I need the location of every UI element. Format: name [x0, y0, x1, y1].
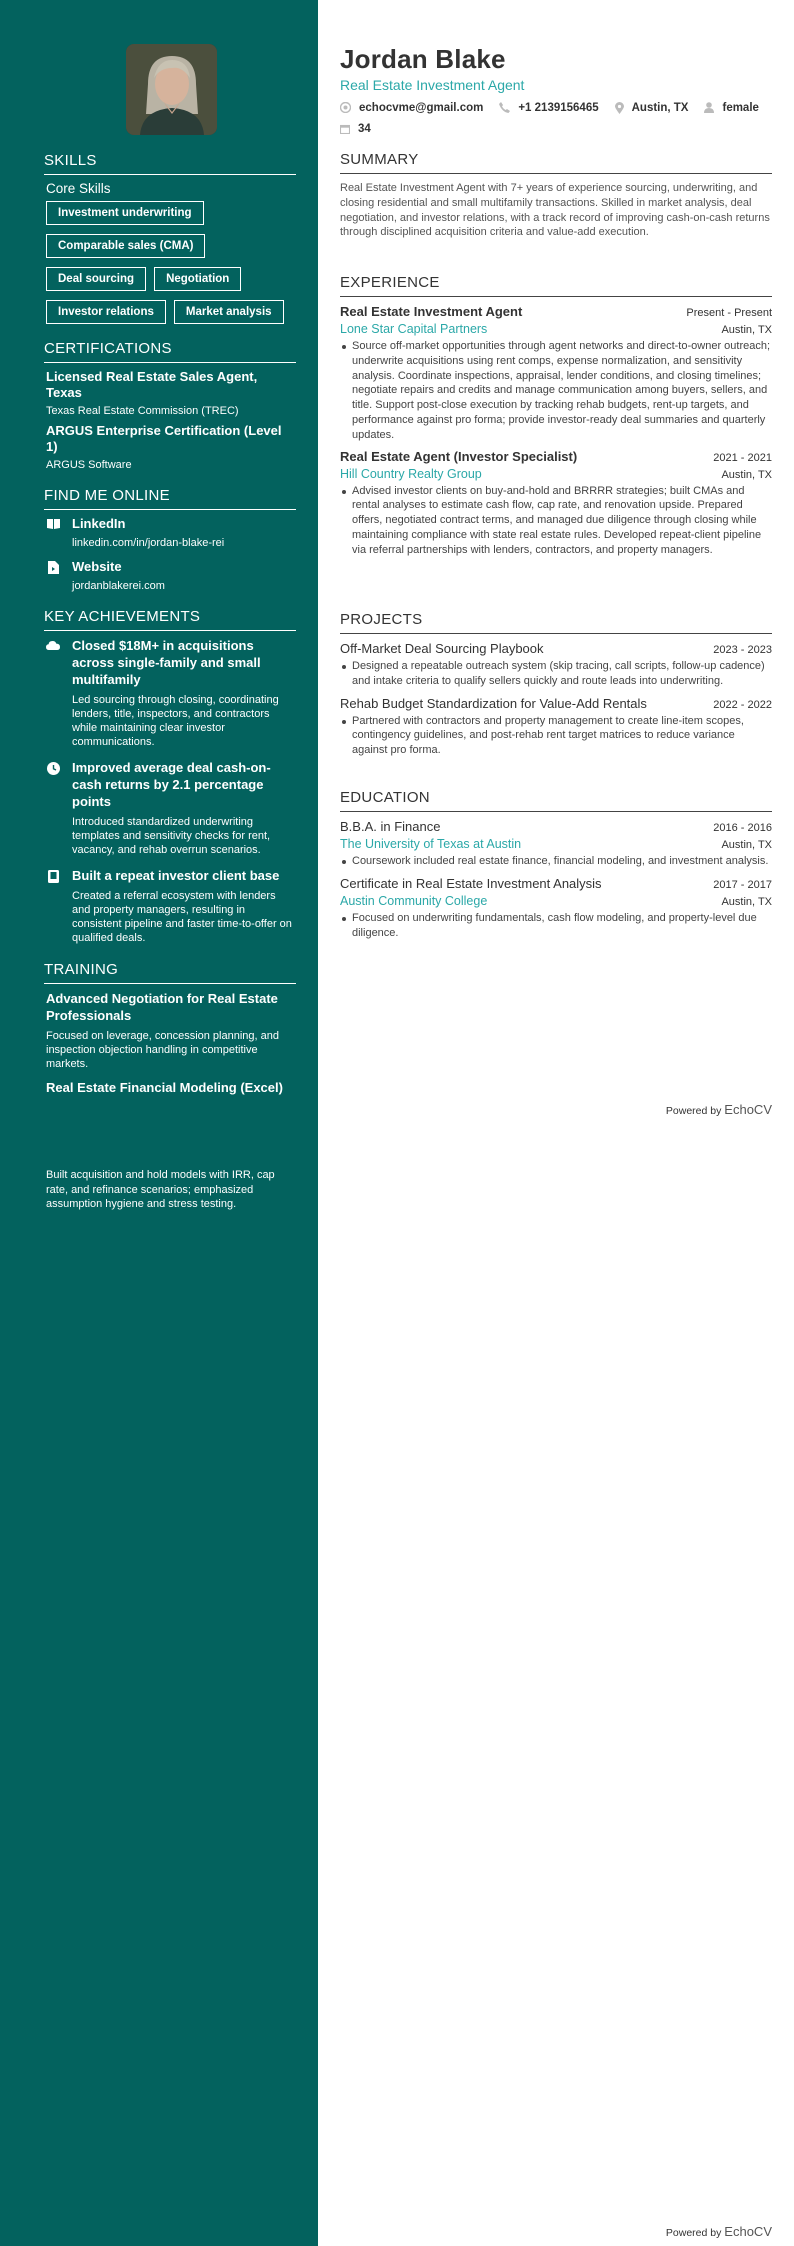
calendar-icon — [340, 124, 350, 134]
contact-email[interactable] — [340, 100, 483, 115]
achievements-heading: KEY ACHIEVEMENTS — [44, 608, 296, 631]
candidate-title: Real Estate Investment Agent — [340, 77, 525, 93]
project-item — [340, 641, 772, 689]
website-link[interactable]: jordanblakerei.com — [72, 580, 165, 592]
book-icon — [46, 870, 60, 945]
clock-icon — [46, 762, 60, 857]
cloud-icon — [46, 640, 60, 749]
training-section — [44, 961, 296, 1096]
achievements-section — [44, 608, 296, 945]
education-heading: EDUCATION — [340, 789, 772, 812]
skill-tag: Deal sourcing — [46, 267, 146, 291]
achievement-desc: Created a referral ecosystem with lenders and property managers, resulting in consistent pipeline and faster time-to-offer on qualified deals. — [72, 890, 292, 944]
website-icon — [46, 561, 60, 592]
cert-org: Texas Real Estate Commission (TREC) — [46, 405, 239, 417]
job-bullet: Advised investor clients on buy-and-hold and BRRRR strategies; built CMAs and rental analyses to estimate cash flow, cap rate, and renovation upside. Prepared offers, negotiated contract terms, and managed due diligence through closing while maintaining compliance with state real estate rules. Developed repeat-client pipeline via referral partnerships with lenders, contractors, and property managers. — [340, 484, 772, 558]
project-bullet: Partnered with contractors and property management to create line-item scopes, contingency guidelines, and post-rehab rent target matrices to reduce variance against pro forma. — [340, 714, 772, 758]
job-date: 2021 - 2021 — [713, 451, 772, 464]
training-desc: Built acquisition and hold models with IRR, cap rate, and refinance scenarios; emphasized assumption hygiene and stress testing. — [46, 1169, 275, 1210]
sidebar — [0, 0, 318, 2246]
education-item — [340, 876, 772, 941]
education-bullet: Focused on underwriting fundamentals, cash flow modeling, and property-level due diligence. — [340, 911, 772, 941]
certifications-heading: CERTIFICATIONS — [44, 340, 296, 363]
powered-by-footer — [666, 2224, 772, 2239]
education-bullet: Coursework included real estate finance, financial modeling, and investment analysis. — [340, 854, 772, 869]
brand-logo[interactable]: EchoCV — [724, 1102, 772, 1117]
experience-heading: EXPERIENCE — [340, 274, 772, 297]
job-company: Lone Star Capital Partners — [340, 322, 488, 336]
location-pin-icon — [615, 102, 624, 114]
cert-name: ARGUS Enterprise Certification (Level 1) — [46, 423, 282, 454]
job-bullet: Source off-market opportunities through agent networks and direct-to-owner outreach; underwrite acquisitions using rent comps, expense normalization, and sensitivity analysis. Coordinate inspections, appraisal, lender conditions, and closing timelines; negotiate repairs and credits and manage communication among buyers, sellers, and title. Support post-close execution by tracking rehab budgets, rent-up targets, and performance against pro forma; provide investor-ready deal summaries and quarterly updates. — [340, 339, 772, 443]
phone-icon — [499, 102, 510, 113]
project-date: 2022 - 2022 — [713, 698, 772, 711]
skill-tag: Negotiation — [154, 267, 241, 291]
skill-tag: Comparable sales (CMA) — [46, 234, 205, 258]
job-location: Austin, TX — [721, 324, 772, 336]
cert-org: ARGUS Software — [46, 459, 132, 471]
job-date: Present - Present — [686, 307, 772, 319]
education-section — [340, 789, 772, 940]
experience-item — [340, 449, 772, 558]
job-title: Real Estate Agent (Investor Specialist) — [340, 448, 578, 464]
achievement-desc: Introduced standardized underwriting templates and sensitivity checks for rent, vacancy, and rehab overrun scenarios. — [72, 816, 271, 856]
powered-by-footer — [666, 1102, 772, 1117]
online-item-website — [46, 559, 296, 592]
achievement-desc: Led sourcing through closing, coordinating lenders, title, inspectors, and contractors while maintaining clear investor communications. — [72, 694, 279, 748]
skill-tag: Market analysis — [174, 300, 284, 324]
brand-logo[interactable]: EchoCV — [724, 2224, 772, 2239]
school-location: Austin, TX — [721, 839, 772, 851]
project-date: 2023 - 2023 — [713, 644, 772, 656]
online-heading: FIND ME ONLINE — [44, 487, 296, 510]
projects-section — [340, 611, 772, 758]
contact-location — [615, 100, 689, 115]
person-icon — [704, 102, 714, 113]
online-section — [44, 487, 296, 592]
job-title: Real Estate Investment Agent — [340, 304, 523, 319]
skill-tag: Investor relations — [46, 300, 166, 324]
education-date: 2016 - 2016 — [713, 822, 772, 834]
summary-text: Real Estate Investment Agent with 7+ years of experience sourcing, underwriting, and closing residential and small multifamily transactions. Skilled in market analysis, deal negotiation, and investor relations, with a track record of improving cash-on-cash returns through disciplined acquisition criteria and value-add execution. — [340, 182, 770, 239]
summary-heading: SUMMARY — [340, 151, 772, 174]
cert-name: Licensed Real Estate Sales Agent, Texas — [46, 369, 258, 400]
project-title: Off-Market Deal Sourcing Playbook — [340, 641, 544, 656]
contact-age — [340, 121, 371, 136]
linkedin-icon — [46, 518, 60, 549]
experience-item — [340, 304, 772, 443]
education-date: 2017 - 2017 — [713, 878, 772, 891]
school: Austin Community College — [340, 893, 488, 908]
certifications-section — [44, 340, 296, 471]
experience-section — [340, 274, 772, 558]
school-location: Austin, TX — [721, 895, 772, 908]
education-item — [340, 819, 772, 869]
projects-heading: PROJECTS — [340, 611, 772, 634]
summary-section — [340, 151, 772, 240]
achievement-item — [46, 867, 296, 945]
online-label: Website — [72, 559, 122, 574]
skills-heading: SKILLS — [44, 152, 296, 175]
powered-by-text: Powered by — [665, 2227, 722, 2239]
location-text: Austin, TX — [631, 101, 689, 114]
skills-section — [44, 152, 296, 324]
project-bullet: Designed a repeatable outreach system (skip tracing, call scripts, follow-up cadence) and intake criteria to qualify sellers quickly and route leads into underwriting. — [340, 659, 772, 689]
achievement-item — [46, 637, 296, 749]
email-text: echocvme@gmail.com — [359, 101, 484, 114]
email-icon — [340, 102, 351, 113]
school: The University of Texas at Austin — [340, 837, 522, 851]
age-text: 34 — [358, 122, 371, 135]
main-content — [318, 0, 794, 2246]
phone-text: +1 2139156465 — [518, 101, 599, 114]
profile-photo — [126, 44, 217, 135]
project-item — [340, 696, 772, 758]
training-name: Advanced Negotiation for Real Estate Professionals — [46, 991, 278, 1023]
online-item-linkedin — [46, 516, 296, 549]
contact-gender — [704, 100, 758, 115]
degree: Certificate in Real Estate Investment Analysis — [340, 875, 602, 891]
skill-tag: Investment underwriting — [46, 201, 204, 225]
training-desc: Focused on leverage, concession planning, and inspection objection handling in competitive markets. — [46, 1030, 279, 1070]
job-location: Austin, TX — [721, 468, 772, 481]
powered-by-text: Powered by — [665, 1105, 722, 1117]
candidate-name: Jordan Blake — [340, 44, 506, 74]
achievement-title: Improved average deal cash-on-cash returns by 2.1 percentage points — [72, 760, 271, 809]
achievement-title: Closed $18M+ in acquisitions across single-family and small multifamily — [72, 638, 261, 687]
training-name: Real Estate Financial Modeling (Excel) — [46, 1080, 283, 1095]
contact-bar — [340, 100, 780, 136]
job-company: Hill Country Realty Group — [340, 466, 482, 481]
degree: B.B.A. in Finance — [340, 819, 441, 834]
training-heading: TRAINING — [44, 961, 296, 984]
achievement-title: Built a repeat investor client base — [72, 868, 280, 883]
linkedin-link[interactable]: linkedin.com/in/jordan-blake-rei — [72, 537, 225, 549]
contact-phone[interactable] — [499, 100, 598, 115]
online-label: LinkedIn — [72, 516, 126, 531]
project-title: Rehab Budget Standardization for Value-Add Rentals — [340, 695, 647, 711]
core-skills-title: Core Skills — [46, 181, 111, 196]
achievement-item — [46, 759, 296, 857]
gender-text: female — [722, 101, 759, 114]
